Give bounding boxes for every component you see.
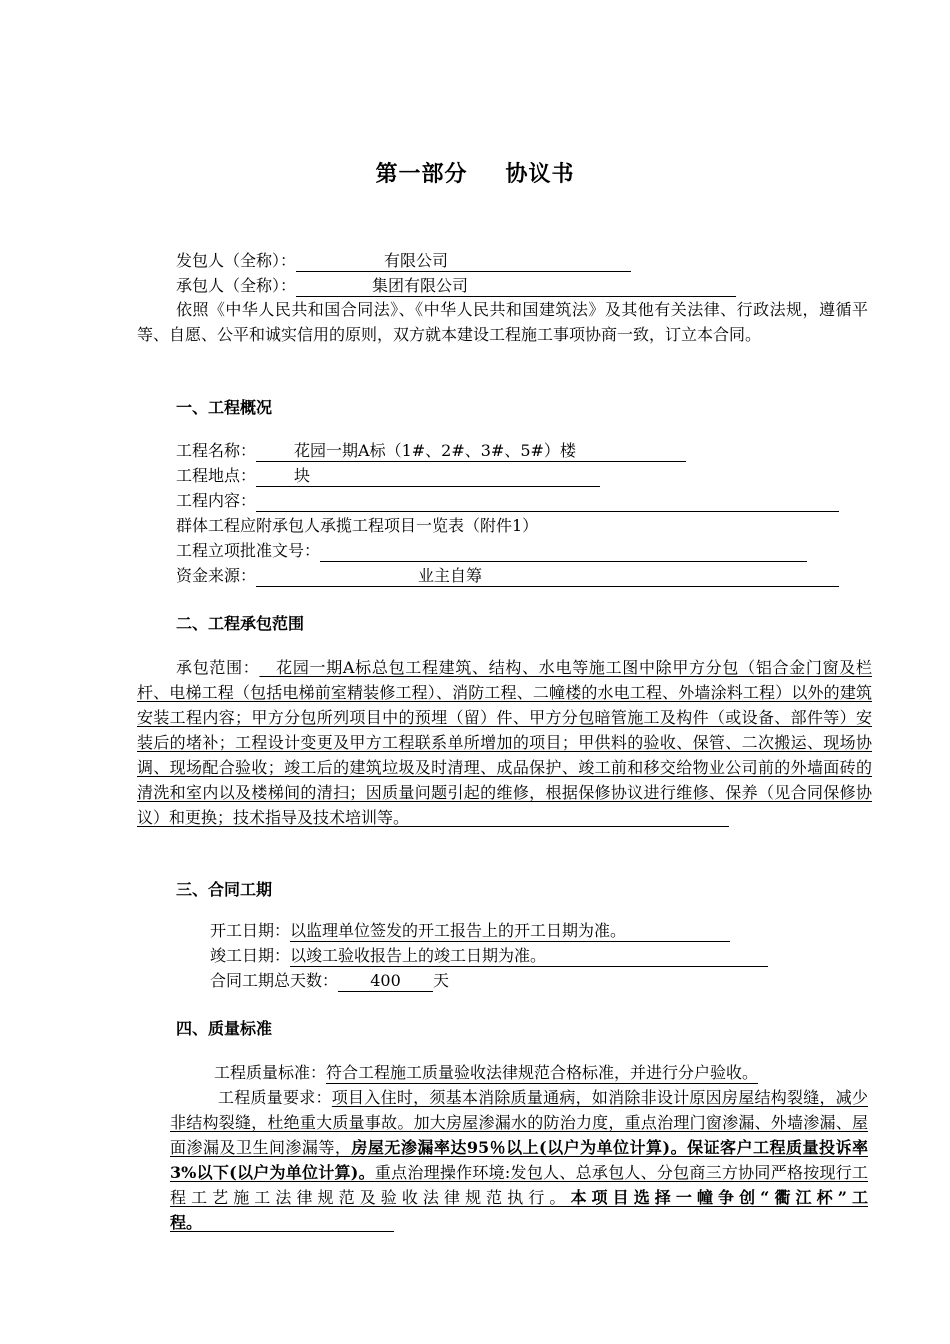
title-part: 第一部分 [375,162,468,187]
contractor-value: 集团有限公司 [296,276,736,297]
fund-source-line [176,563,839,588]
end-date-value: 以竣工验收报告上的竣工日期为准。 [290,946,768,967]
total-days-line [210,968,449,993]
contractor-label: 承包人（全称）： [176,276,297,295]
section-3-heading: 三、合同工期 [176,880,273,899]
total-days-label: 合同工期总天数： [210,971,339,990]
employer-line [176,248,631,273]
quality-requirement-paragraph [170,1085,868,1235]
total-days-value: 400 [338,971,433,992]
project-location-label: 工程地点： [176,466,257,485]
scope-paragraph [137,655,872,830]
approval-blank [320,541,807,562]
page-title [0,157,950,188]
quality-standard-value: 符合工程施工质量验收法律规范合格标准，并进行分户验收。 [326,1063,759,1082]
total-days-unit: 天 [433,971,450,990]
intro-paragraph: 依照《中华人民共和国合同法》、《中华人民共和国建筑法》及其他有关法律、行政法规，遵循平等、自愿、公平和诚实信用的原则，双方就本建设工程施工事项协商一致，订立本合同。 [137,300,868,344]
approval-label: 工程立项批准文号： [176,541,321,560]
quality-standard-label: 工程质量标准： [214,1063,327,1082]
end-date-label: 竣工日期： [210,946,291,965]
project-location-line [176,463,600,488]
approval-line [176,538,807,563]
group-project-note: 群体工程应附承包人承揽工程项目一览表（附件1） [176,516,539,535]
project-name-line [176,438,686,463]
fund-source-label: 资金来源： [176,566,257,585]
scope-text: 花园一期A标总包工程建筑、结构、水电等施工图中除甲方分包（铝合金门窗及栏杆、电梯工程（包括电梯前室精装修工程）、消防工程、二幢楼的水电工程、外墙涂料工程）以外的建筑安装工程内容；甲方分包所列项目中的预埋（留）件、甲方分包暗管施工及构件（或设备、部件等）安装后的堵补；工程设计变更及甲方工程联系单所增加的项目；甲供料的验收、保管、二次搬运、现场协调、现场配合验收；竣工后的建筑垃圾及时清理、成品保护、竣工前和移交给物业公司前的外墙面砖的清洗和室内以及楼梯间的清扫；因质量问题引起的维修，根据保修协议进行维修、保养（见合同保修协议）和更换；技术指导及技术培训等。 [137,658,872,827]
fund-source-value: 业主自筹 [256,566,839,587]
title-agreement: 协议书 [505,162,575,187]
quality-standard-line [214,1060,758,1085]
project-name-label: 工程名称： [176,441,257,460]
project-name-value: 花园一期A标（1#、2#、3#、5#）楼 [256,441,686,462]
start-date-value: 以监理单位签发的开工报告上的开工日期为准。 [290,921,730,942]
section-2-heading: 二、工程承包范围 [176,614,305,633]
project-location-value: 块 [256,466,600,487]
section-1-heading: 一、工程概况 [176,398,273,417]
project-content-line [176,488,839,513]
project-content-label: 工程内容： [176,491,257,510]
employer-label: 发包人（全称）： [176,251,297,270]
section-4-heading: 四、质量标准 [176,1019,273,1038]
contractor-line [176,273,736,298]
quality-requirement-text: 项目入住时，须基本消除质量通病，如消除非设计原因房屋结构裂缝，减少非结构裂缝，杜绝重大质量事故。加大房屋渗漏水的防治力度，重点治理门窗渗漏、外墙渗漏、屋面渗漏及卫生间渗漏等，房屋无渗漏率达95％以上(以户为单位计算)。保证客户工程质量投诉率3%以下(以户为单位计算)。重点治理操作环境:发包人、总承包人、分包商三方协同严格按现行工程工艺施工法律规范及验收法律规范执行。本项目选择一幢争创“衢江杯”工程。 [170,1088,868,1232]
end-date-line [210,943,768,968]
scope-label: 承包范围： [176,658,260,677]
employer-value: 有限公司 [296,251,631,272]
quality-requirement-label: 工程质量要求： [218,1088,332,1107]
start-date-line [210,918,730,943]
project-content-blank [256,491,839,512]
start-date-label: 开工日期： [210,921,291,940]
